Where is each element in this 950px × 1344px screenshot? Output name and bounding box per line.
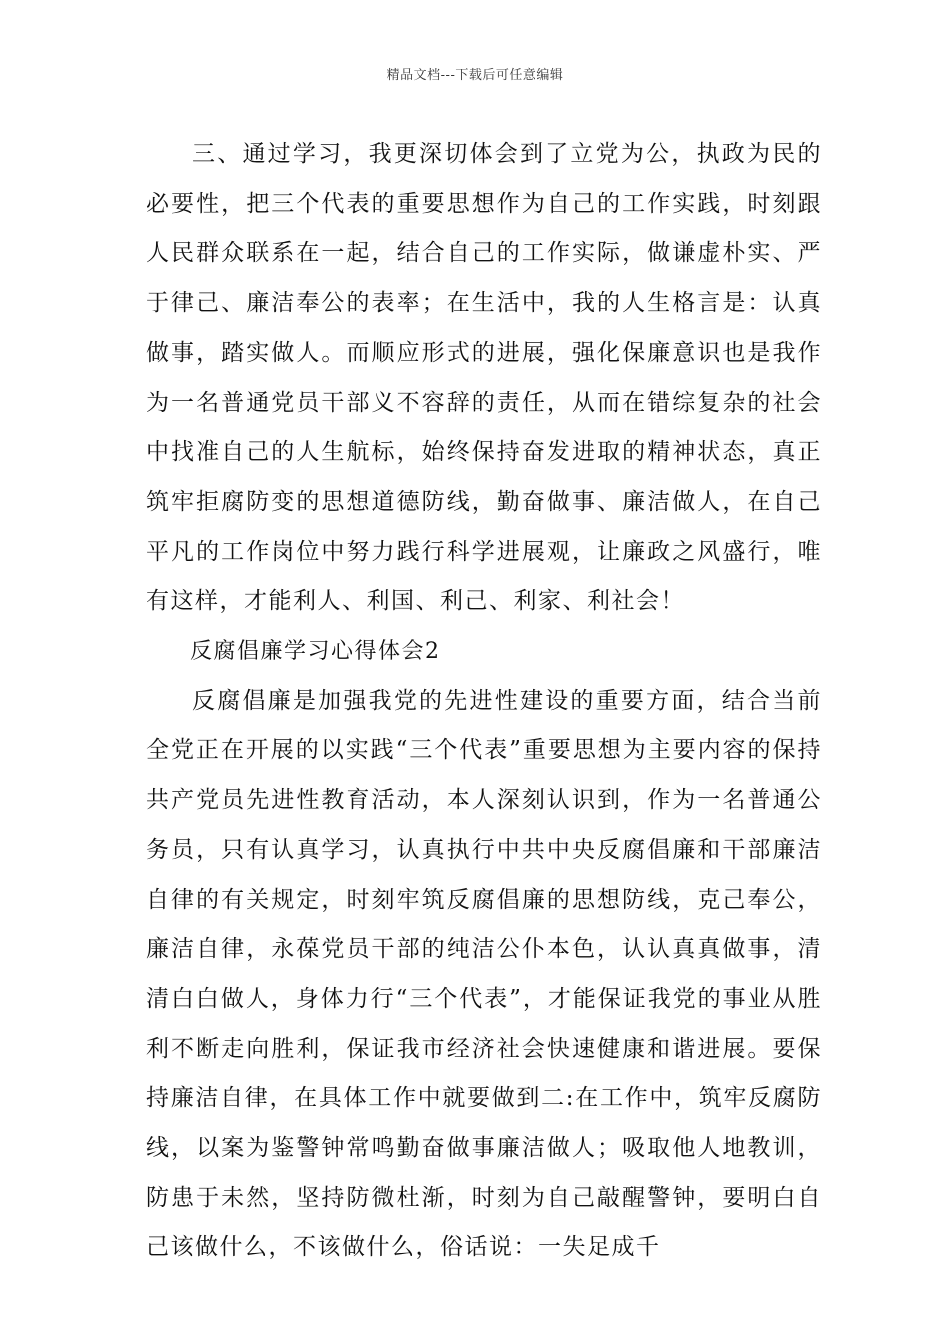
paragraph-anti-corruption: 反腐倡廉是加强我党的先进性建设的重要方面，结合当前全党正在开展的以实践“三个代表”重要思想为主要内容的保持共产党员先进性教育活动，本人深刻认识到，作为一名普通公务员，只有认真学习，认真执行中共中央反腐倡廉和干部廉洁自律的有关规定，时刻牢筑反腐倡廉的思想防线，克己奉公，廉洁自律，永葆党员干部的纯洁公仆本色，认认真真做事，清清白白做人，身体力行“三个代表”，才能保证我党的事业从胜利不断走向胜利，保证我市经济社会快速健康和谐进展。要保持廉洁自律，在具体工作中就要做到二:在工作中，筑牢反腐防线，以案为鉴警钟常鸣勤奋做事廉洁做人；吸取他人地教训，防患于未然，坚持防微杜渐，时刻为自己敲醒警钟，要明白自己该做什么，不该做什么，俗话说：一失足成千 [146,687,822,1261]
paragraph-section-three: 三、通过学习，我更深切体会到了立党为公，执政为民的必要性，把三个代表的重要思想作为自己的工作实践，时刻跟人民群众联系在一起，结合自己的工作实际，做谦虚朴实、严于律己、廉洁奉公的表率；在生活中，我的人生格言是：认真做事，踏实做人。而顺应形式的进展，强化保廉意识也是我作为一名普通党员干部义不容辞的责任，从而在错综复杂的社会中找准自己的人生航标，始终保持奋发进取的精神状态，真正筑牢拒腐防变的思想道德防线，勤奋做事、廉洁做人，在自己平凡的工作岗位中努力践行科学进展观，让廉政之风盛行，唯有这样，才能利人、利国、利己、利家、利社会！ [146,141,822,615]
document-body [146,130,822,1273]
section-title: 反腐倡廉学习心得体会2 [190,639,441,665]
page-header: 精品文档---下载后可任意编辑 [386,68,564,83]
